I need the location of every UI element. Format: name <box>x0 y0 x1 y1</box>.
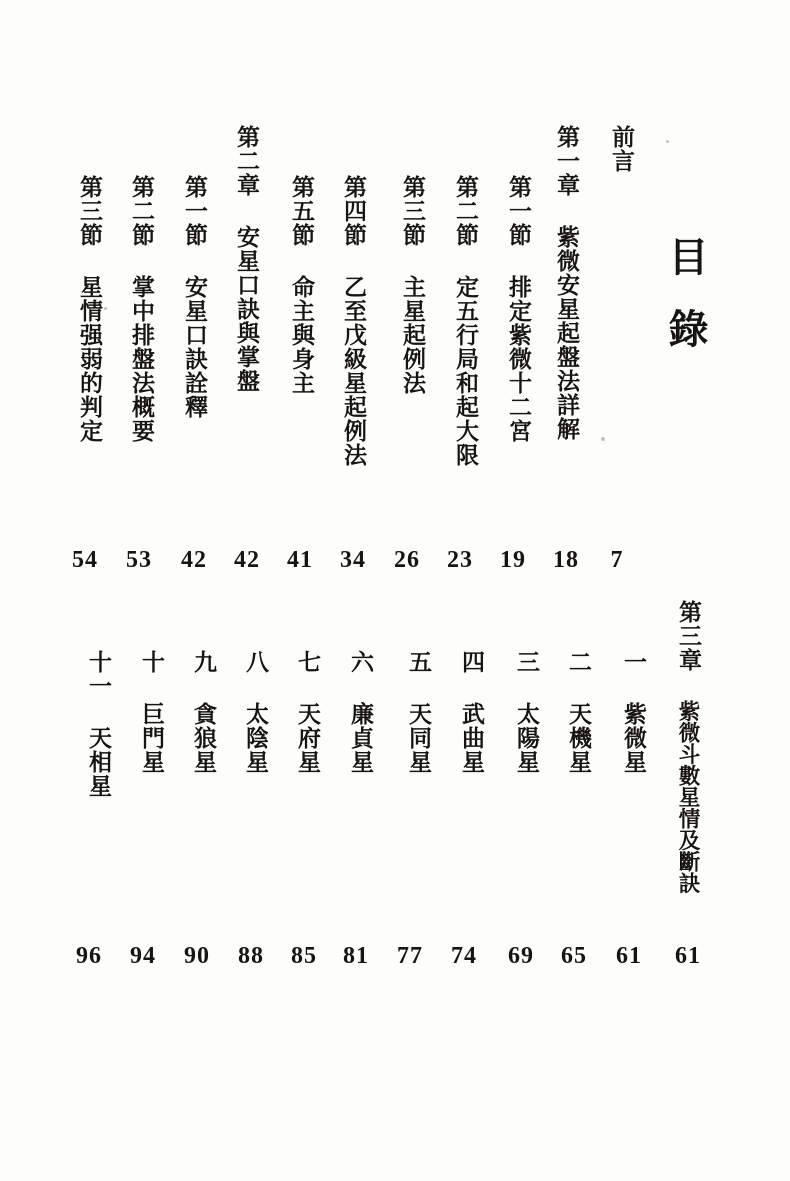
entry-title: 貪狼星 <box>191 702 216 774</box>
entry-label: 第五節 <box>289 175 314 247</box>
page-number: 96 <box>76 943 102 969</box>
toc-entry <box>85 650 111 798</box>
entry-label: 第三章 <box>676 600 701 672</box>
entry-title: 天機星 <box>566 702 591 774</box>
toc-entry <box>405 650 431 774</box>
page-number: 42 <box>234 547 260 573</box>
toc-entry <box>675 600 701 894</box>
entry-label: 第二章 <box>234 125 259 197</box>
page-number: 54 <box>72 547 98 573</box>
page-number: 41 <box>287 547 313 573</box>
entry-label: 三 <box>514 650 539 674</box>
page-number: 61 <box>675 943 701 969</box>
page-number: 94 <box>130 943 156 969</box>
page-number: 88 <box>238 943 264 969</box>
page-number: 23 <box>447 547 473 573</box>
page-number: 69 <box>508 943 534 969</box>
entry-label: 第一節 <box>506 175 531 247</box>
entry-label: 第四節 <box>341 175 366 247</box>
entry-label: 九 <box>191 650 216 674</box>
entry-label: 第二節 <box>453 175 478 247</box>
entry-label: 第一章 <box>554 125 579 197</box>
entry-title: 定五行局和起大限 <box>453 275 478 467</box>
entry-label: 一 <box>621 650 646 674</box>
toc-entry <box>458 650 484 774</box>
scan-speck <box>601 437 605 441</box>
page-number: 53 <box>126 547 152 573</box>
entry-title: 紫微安星起盤法詳解 <box>554 225 579 441</box>
entry-title: 紫微斗數星情及斷訣 <box>676 700 700 894</box>
entry-title: 紫微星 <box>621 702 646 774</box>
page-number: 61 <box>616 943 642 969</box>
toc-entry <box>76 175 102 443</box>
page-number: 65 <box>561 943 587 969</box>
page-number: 90 <box>184 943 210 969</box>
scan-speck <box>104 307 107 310</box>
toc-entry <box>620 650 646 774</box>
entry-label: 六 <box>348 650 373 674</box>
toc-entry <box>190 650 216 774</box>
entry-label: 十一 <box>86 650 111 698</box>
entry-title: 乙至戊級星起例法 <box>341 275 366 467</box>
entry-label: 前言 <box>609 125 634 173</box>
entry-label: 第一節 <box>182 175 207 247</box>
toc-entry <box>138 650 164 774</box>
entry-title: 主星起例法 <box>400 275 425 395</box>
page-number: 19 <box>500 547 526 573</box>
page-number: 81 <box>343 943 369 969</box>
entry-title: 排定紫微十二宮 <box>506 275 531 443</box>
page-number: 34 <box>340 547 366 573</box>
toc-entry <box>399 175 425 395</box>
page-title: 目錄 <box>663 236 708 380</box>
entry-label: 八 <box>243 650 268 674</box>
entry-label: 第二節 <box>129 175 154 247</box>
entry-title: 安星口訣與掌盤 <box>234 225 259 393</box>
toc-entry <box>553 125 579 441</box>
entry-title: 天同星 <box>406 702 431 774</box>
entry-title: 廉貞星 <box>348 702 373 774</box>
entry-label: 四 <box>459 650 484 674</box>
entry-label: 二 <box>566 650 591 674</box>
entry-title: 掌中排盤法概要 <box>129 275 154 443</box>
scan-speck <box>666 140 669 143</box>
page-number: 18 <box>553 547 579 573</box>
entry-title: 星情强弱的判定 <box>77 275 102 443</box>
toc-entry <box>452 175 478 467</box>
page-number: 26 <box>394 547 420 573</box>
toc-entry <box>608 125 634 173</box>
page-number: 77 <box>397 943 423 969</box>
entry-label: 第三節 <box>400 175 425 247</box>
toc-entry <box>233 125 259 393</box>
entry-label: 十 <box>139 650 164 674</box>
toc-entry <box>505 175 531 443</box>
toc-entry <box>565 650 591 774</box>
toc-entry <box>288 175 314 395</box>
toc-entry <box>340 175 366 467</box>
toc-entry <box>128 175 154 443</box>
entry-label: 七 <box>295 650 320 674</box>
entry-label: 五 <box>406 650 431 674</box>
entry-title: 太陰星 <box>243 702 268 774</box>
entry-title: 武曲星 <box>459 702 484 774</box>
entry-title: 巨門星 <box>139 702 164 774</box>
page-number: 85 <box>291 943 317 969</box>
toc-entry <box>181 175 207 419</box>
entry-title: 安星口訣詮釋 <box>182 275 207 419</box>
entry-label: 第三節 <box>77 175 102 247</box>
toc-entry <box>294 650 320 774</box>
entry-title: 天府星 <box>295 702 320 774</box>
entry-title: 太陽星 <box>514 702 539 774</box>
page-number: 42 <box>181 547 207 573</box>
page-number: 74 <box>451 943 477 969</box>
entry-title: 命主與身主 <box>289 275 314 395</box>
entry-title: 天相星 <box>86 726 111 798</box>
page-number: 7 <box>610 547 624 573</box>
toc-entry <box>242 650 268 774</box>
toc-entry <box>513 650 539 774</box>
toc-entry <box>347 650 373 774</box>
